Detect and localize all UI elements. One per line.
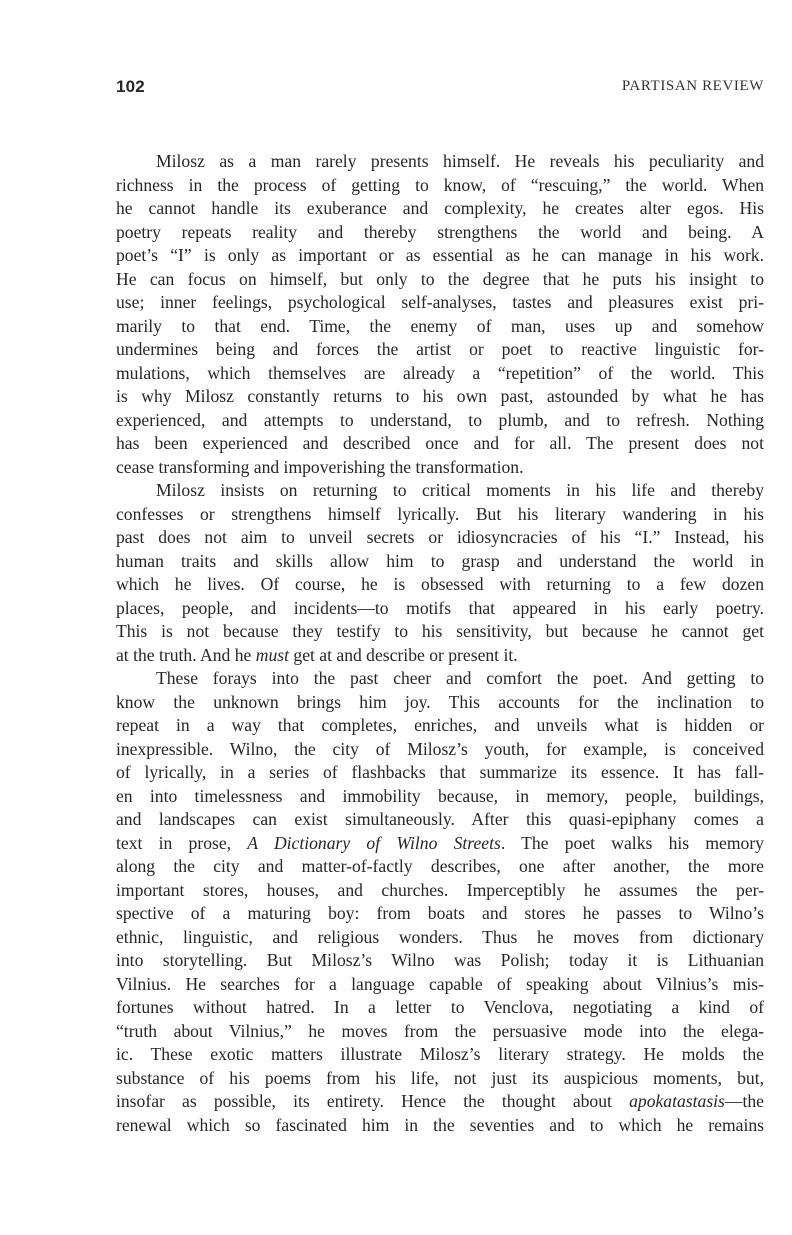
text-fragment: —the — [724, 1091, 764, 1111]
text-line — [116, 644, 764, 668]
text-fragment: . The poet walks his memory — [500, 832, 764, 853]
text-line: he cannot handle its exuberance and complexity, he creates alter egos. His — [116, 198, 764, 218]
page-header — [116, 77, 764, 103]
text-line: and landscapes can exist simultaneously. After this quasi-epiphany comes a — [116, 809, 764, 829]
emphasis-apokatastasis: apokatastasis — [629, 1091, 725, 1111]
text-line: past does not aim to unveil secrets or idiosyncracies of his “I.” Instead, his — [116, 527, 764, 547]
article-body — [116, 150, 764, 1137]
text-line: substance of his poems from his life, not just its auspicious moments, but, — [116, 1067, 764, 1088]
text-line: repeat in a way that completes, enriches, and unveils what is hidden or — [116, 715, 764, 735]
text-line: renewal which so fascinated him in the seventies and to which he remains — [116, 1114, 764, 1135]
text-line: ethnic, linguistic, and religious wonders. Thus he moves from dictionary — [116, 926, 764, 947]
paragraph-3 — [116, 667, 764, 1137]
text-line: confesses or strengthens himself lyrically. But his literary wandering in his — [116, 503, 764, 524]
running-head: PARTISAN REVIEW — [621, 78, 764, 94]
text-line — [116, 832, 764, 856]
text-line: marily to that end. Time, the enemy of man, uses up and somehow — [116, 315, 764, 336]
emphasis-must: must — [255, 644, 289, 665]
text-line: into storytelling. But Milosz’s Wilno was Polish; today it is Lithuanian — [116, 950, 764, 970]
text-line: mulations, which themselves are already a “repetition” of the world. This — [116, 362, 764, 383]
text-line: know the unknown brings him joy. This accounts for the inclination to — [116, 691, 764, 712]
text-line: ic. These exotic matters illustrate Milosz’s literary strategy. He molds the — [116, 1044, 764, 1064]
text-line: He can focus on himself, but only to the degree that he puts his insight to — [116, 268, 764, 289]
text-line: experienced, and attempts to understand, to plumb, and to refresh. Nothing — [116, 409, 764, 430]
text-line: Vilnius. He searches for a language capable of speaking about Vilnius’s mis- — [116, 973, 764, 994]
page-number: 102 — [116, 77, 145, 96]
text-line — [116, 1090, 764, 1114]
text-line: richness in the process of getting to know, of “rescuing,” the world. When — [116, 174, 764, 195]
text-line: Milosz as a man rarely presents himself. He reveals his peculiarity and — [156, 151, 764, 171]
text-fragment: at the truth. And he — [116, 644, 256, 665]
text-line: poetry repeats reality and thereby strengthens the world and being. A — [116, 221, 764, 242]
text-line: is why Milosz constantly returns to his own past, astounded by what he has — [116, 386, 764, 406]
text-line: spective of a maturing boy: from boats and stores he passes to Wilno’s — [116, 903, 764, 923]
text-line: use; inner feelings, psychological self-analyses, tastes and pleasures exist pri- — [116, 292, 764, 312]
text-fragment: get at and describe or present it. — [289, 644, 518, 665]
text-line: undermines being and forces the artist or poet to reactive linguistic for- — [116, 339, 764, 359]
text-line: important stores, houses, and churches. Imperceptibly he assumes the per- — [116, 879, 764, 900]
text-line: This is not because they testify to his sensitivity, but because he cannot get — [116, 621, 764, 641]
text-line: places, people, and incidents—to motifs that appeared in his early poetry. — [116, 597, 764, 618]
text-line: of lyrically, in a series of flashbacks that summarize its essence. It has fall- — [116, 762, 764, 782]
text-line: along the city and matter-of-factly describes, one after another, the more — [116, 856, 764, 876]
text-line: poet’s “I” is only as important or as essential as he can manage in his work. — [116, 245, 764, 265]
text-line: en into timelessness and immobility because, in memory, people, buildings, — [116, 785, 764, 806]
paragraph-2 — [116, 479, 764, 667]
text-line: human traits and skills allow him to grasp and understand the world in — [116, 550, 764, 571]
text-line: has been experienced and described once and for all. The present does not — [116, 433, 764, 453]
text-line: “truth about Vilnius,” he moves from the persuasive mode into the elega- — [116, 1020, 764, 1041]
paragraph-1 — [116, 150, 764, 479]
book-title: A Dictionary of Wilno Streets — [247, 832, 501, 853]
text-line: cease transforming and impoverishing the transformation. — [116, 456, 524, 477]
text-line: These forays into the past cheer and comfort the poet. And getting to — [156, 668, 764, 688]
text-line: which he lives. Of course, he is obsessed with returning to a few dozen — [116, 574, 764, 594]
text-line: fortunes without hatred. In a letter to Venclova, negotiating a kind of — [116, 997, 764, 1017]
text-line: inexpressible. Wilno, the city of Milosz’s youth, for example, is conceived — [116, 738, 764, 759]
text-fragment: insofar as possible, its entirety. Hence the thought about — [116, 1091, 630, 1111]
text-fragment: text in prose, — [116, 832, 248, 853]
text-line: Milosz insists on returning to critical moments in his life and thereby — [156, 480, 764, 500]
